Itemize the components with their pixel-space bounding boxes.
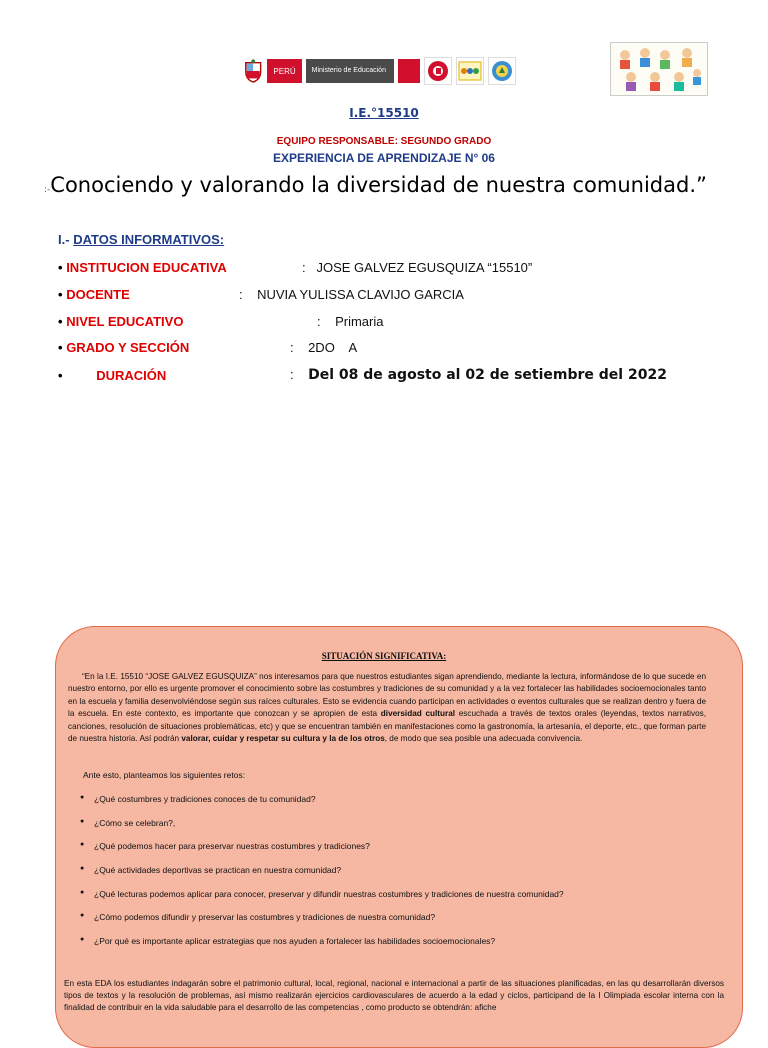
para-bold-1: diversidad cultural [380,709,456,719]
bullet-icon: • [58,260,63,275]
datos-value-duracion [290,367,667,383]
datos-heading-text: DATOS INFORMATIVOS: [73,232,225,247]
datos-heading [58,232,224,247]
datos-value-grado [290,340,357,355]
datos-row-grado [58,340,189,355]
list-item: ● ¿Cómo podemos difundir y preservar las costumbres y tradiciones de nuestra comunidad? [80,912,720,936]
datos-value: 2DO A [308,340,358,355]
para-part-3: , de modo que sea posible una adecuada convivencia. [384,734,583,744]
datos-number: I.- [58,232,70,247]
school-code-title: I.E.°15510 [349,106,419,120]
datos-value: Primaria [335,314,384,329]
bullet-icon: • [58,340,63,355]
datos-value-nivel [317,314,383,329]
school-emblem-icon [488,57,516,85]
title-prefix: :- [44,185,51,195]
situacion-title: SITUACIÓN SIGNIFICATIVA: [321,651,447,661]
datos-label: GRADO Y SECCIÓN [66,340,190,355]
list-item: ● ¿Qué podemos hacer para preservar nuestras costumbres y tradiciones? [80,841,720,865]
pas-logo-icon [456,57,484,85]
datos-label: INSTITUCION EDUCATIVA [66,260,227,275]
ministerio-logo: Ministerio de Educación [306,59,394,83]
datos-row-duracion [58,368,166,383]
datos-label: NIVEL EDUCATIVO [66,314,184,329]
para-bold-2: valorar, cuidar y respetar su cultura y la de los otros [181,734,385,744]
red-logo-block [398,59,420,83]
responsible-team: EQUIPO RESPONSABLE: SEGUNDO GRADO [276,136,492,147]
title-text: Conociendo y valorando la diversidad de nuestra comunidad.” [50,173,707,197]
situacion-paragraph [68,671,706,745]
experience-number: EXPERIENCIA DE APRENDIZAJE N° 06 [273,151,495,165]
peru-shield-icon [243,58,263,84]
datos-sep: : [317,314,321,329]
datos-sep: : [302,260,306,275]
logo-bar [243,56,516,86]
list-item: ● ¿Por qué es importante aplicar estrategias que nos ayuden a fortalecer las habilidades socioemocionales? [80,936,720,960]
datos-value: Del 08 de agosto al 02 de setiembre del 2022 [308,367,667,383]
list-item: ● ¿Qué costumbres y tradiciones conoces de tu comunidad? [80,794,720,818]
datos-sep: : [239,287,243,302]
children-illustration [610,42,708,96]
datos-label: DURACIÓN [96,368,167,383]
retos-list [80,794,720,960]
datos-value-institucion [302,260,532,275]
bullet-icon: • [58,314,63,329]
datos-label: DOCENTE [66,287,130,302]
datos-row-institucion [58,260,227,275]
eda-paragraph: En esta EDA los estudiantes indagarán sobre el patrimonio cultural, local, regional, nacional e internacional a partir de las situaciones planificadas, en las qu desarrollarán diversos tipos de textos y la resolución de problemas, así mismo realizarán ejercicios cardiovasculares de acuerdo a la edad y ciclos, participand de la I Olimpiada escolar interna con la finalidad de contribuir en la vida saludable para el desarrollo de las competencias , como producto se obtendrán: afiche [64,979,724,1012]
datos-sep: : [290,340,294,355]
datos-sep: : [290,367,294,382]
experience-title [44,173,707,197]
bullet-icon: • [58,368,63,383]
list-item: ● ¿Cómo se celebran?, [80,818,720,842]
datos-row-docente [58,287,130,302]
para-part-2: escuchada a través de textos orales (leyendas, textos narrativos, canciones, resolución de situaciones problemáticas, etc) y que se encuentran también en manifestaciones como la gastronomía, la artesanía, el deporte, etc., que forman parte de nuestra historia. Así podrán [68,709,706,744]
list-item: ● ¿Qué lecturas podemos aplicar para conocer, preservar y difundir nuestras costumbres y tradiciones de nuestra comunidad? [80,889,720,913]
datos-value: JOSE GALVEZ EGUSQUIZA “15510” [316,260,533,275]
datos-row-nivel [58,314,183,329]
datos-value-docente [239,287,464,302]
list-item: ● ¿Qué actividades deportivas se practican en nuestra comunidad? [80,865,720,889]
para-part-1: “En la I.E. 15510 “JOSE GALVEZ EGUSQUIZA” nos interesamos para que nuestros estudiantes sigan aprendiendo, mediante la lectura, informándose de lo que sucede en nuestro entorno, por ello es urgente promover el conocimiento sobre las costumbres y tradiciones de su comunidad y a la vez fortalecer las habilidades socioemocionales tanto en la escuela y familia desenvolviéndose según sus raíces culturales. Esto se evidencia cuando participan en actividades o eventos culturales que se realizan dentro y fuera de la escuela. En este contexto, es importante que conozcan y se apropien de esta [68,672,706,719]
perueduca-icon [424,57,452,85]
peru-logo: PERÚ [267,59,301,83]
retos-intro: Ante esto, planteamos los siguientes retos: [83,770,246,780]
bullet-icon: • [58,287,63,302]
datos-value: NUVIA YULISSA CLAVIJO GARCIA [257,287,464,302]
